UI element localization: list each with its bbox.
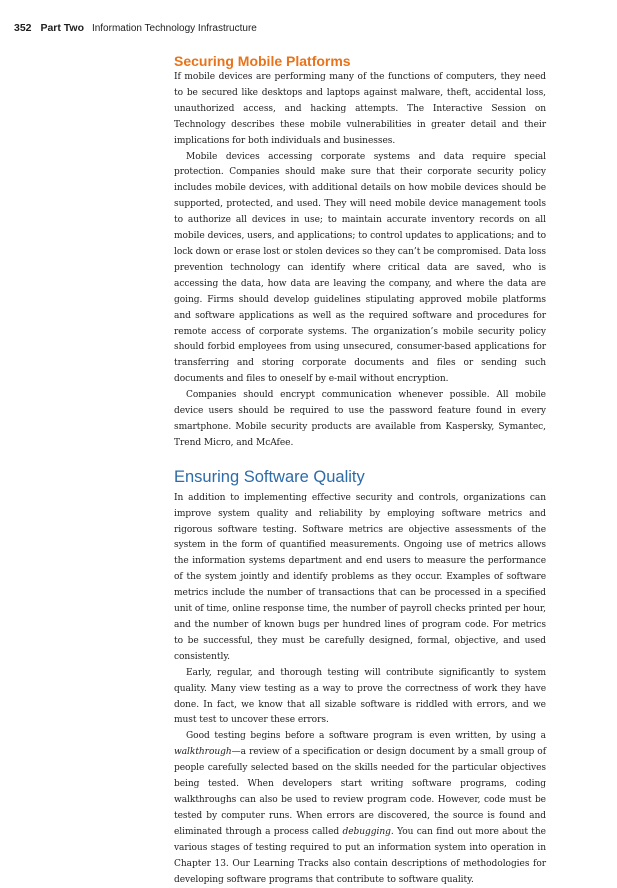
part-title: Information Technology Infrastructure bbox=[91, 23, 257, 34]
paragraph-mobile-2: Mobile devices accessing corporate systems and data require special protection. Companies should make sure that their corporate security policy includes mobile devices, with additional details on how mobile devices should be supported, protected, and used. They will need mobile device management tools to authorize all devices in use; to maintain accurate inventory records on all mobile devices, users, and applications; to control updates to applications; and to lock down or erase lost or stolen devices so they can’t be compromised. Data loss prevention technology can identify where critical data are saved, who is accessing the data, how data are leaving the company, and where the data are going. Firms should develop guidelines stipulating approved mobile platforms and software applications as well as the required software and procedures for remote access of corporate systems. The organization’s mobile security policy should forbid employees from using unsecured, consumer-based applications for transferring and storing corporate documents and files or sending such documents and files to oneself by e-mail without encryption. bbox=[174, 151, 546, 385]
heading-ensuring-software-quality: Ensuring Software Quality bbox=[174, 467, 365, 486]
paragraph-mobile-1: If mobile devices are performing many of the functions of computers, they need to be secured like desktops and laptops against malware, theft, accidental loss, unauthorized access, and hacking attempts. The Interactive Session on Technology describes these mobile vulnerabilities in greater detail and their implications for both individuals and businesses. bbox=[174, 72, 546, 146]
term-debugging: debugging bbox=[342, 826, 391, 837]
heading-securing-mobile-platforms: Securing Mobile Platforms bbox=[174, 53, 351, 69]
paragraph-mobile-3: Companies should encrypt communication whenever possible. All mobile device users should be required to use the password feature found in every smartphone. Mobile security products are available from Kaspersky, Symantec, Trend Micro, and McAfee. bbox=[174, 390, 546, 448]
part-label: Part Two bbox=[40, 22, 85, 34]
paragraph-quality-2: Early, regular, and thorough testing will contribute significantly to system quality. Many view testing as a way to prove the correctness of work they have done. In fact, we know that all sizable software is riddled with errors, and we must test to uncover these errors. bbox=[174, 667, 546, 726]
page-body bbox=[174, 52, 546, 888]
paragraph-quality-3-part-1: Good testing begins before a software program is even written, by using a bbox=[186, 731, 546, 742]
running-header bbox=[14, 22, 257, 34]
paragraph-quality-3 bbox=[174, 729, 546, 888]
paragraph-quality-1: In addition to implementing effective security and controls, organizations can improve system quality and reliability by employing software metrics and rigorous software testing. Software metrics are objective assessments of the system in the form of quantified measurements. Ongoing use of metrics allows the information systems department and end users to measure the performance of the system jointly and identify problems as they occur. Examples of software metrics include the number of transactions that can be processed in a specified unit of time, online response time, the number of payroll checks printed per hour, and the number of known bugs per hundred lines of program code. For metrics to be successful, they must be carefully designed, formal, objective, and used consistently. bbox=[174, 492, 546, 662]
term-walkthrough: walkthrough bbox=[174, 747, 232, 758]
page-number: 352 bbox=[14, 22, 32, 34]
paragraph-quality-3-part-2: —a review of a specification or design document by a small group of people carefully selected based on the skills needed for the particular objectives being tested. When developers start writing software programs, coding walkthroughs can also be used to review program code. However, code must be tested by computer runs. When errors are discovered, the source is found and eliminated through a process called bbox=[174, 747, 546, 837]
paragraph-quality-3-part-3: . You can find out more about the various stages of testing required to put an information system into operation in Chapter 13. Our Learning Tracks also contain descriptions of methodologies for developing software programs that contribute to software quality. bbox=[174, 826, 546, 885]
